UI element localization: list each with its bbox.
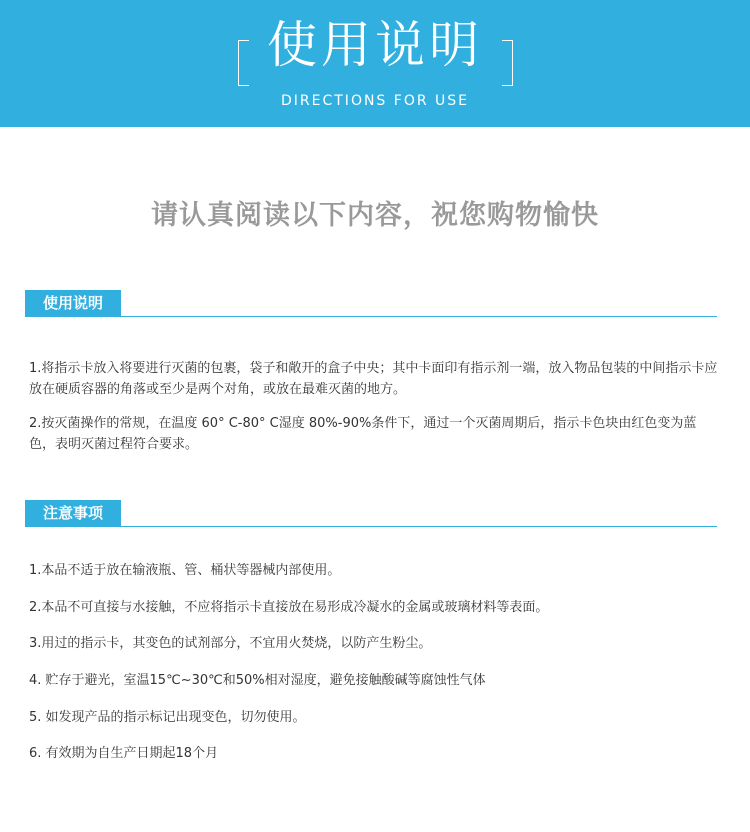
notes-item-5: 5. 如发现产品的指示标记出现变色，切勿使用。 [29,710,306,725]
notes-item-1: 1.本品不适于放在输液瓶、管、桶状等器械内部使用。 [29,563,341,578]
notes-item-3: 3.用过的指示卡，其变色的试剂部分，不宜用火焚烧，以防产生粉尘。 [29,636,432,651]
notes-item-2: 2.本品不可直接与水接触，不应将指示卡直接放在易形成冷凝水的金属或玻璃材料等表面。 [29,600,549,615]
header-banner [0,0,750,127]
usage-item-2: 2.按灭菌操作的常规，在温度 60° C-80° C湿度 80%-90%条件下，通过一个灭菌周期后，指示卡色块由红色变为蓝色，表明灭菌过程符合要求。 [29,416,697,452]
tagline: 请认真阅读以下内容，祝您购物愉快 [151,200,599,231]
notes-item-4: 4. 贮存于避光，室温15℃~30℃和50%相对湿度，避免接触酸碱等腐蚀性气体 [29,673,486,688]
banner-title: 使用说明 [267,16,483,74]
notes-item-6: 6. 有效期为自生产日期起18个月 [29,746,219,761]
usage-item-1: 1.将指示卡放入将要进行灭菌的包裹，袋子和敞开的盒子中央；其中卡面印有指示剂一端，放入物品包装的中间指示卡应放在硬质容器的角落或至少是两个对角，或放在最难灭菌的地方。 [29,361,718,397]
notes-section-title: 注意事项 [25,500,121,526]
right-bracket-decoration [502,40,513,86]
banner-subtitle: DIRECTIONS FOR USE [281,93,469,109]
left-bracket-decoration [238,40,249,86]
notes-section-header [25,500,717,527]
usage-section-title: 使用说明 [25,290,121,316]
usage-section-header [25,290,717,317]
